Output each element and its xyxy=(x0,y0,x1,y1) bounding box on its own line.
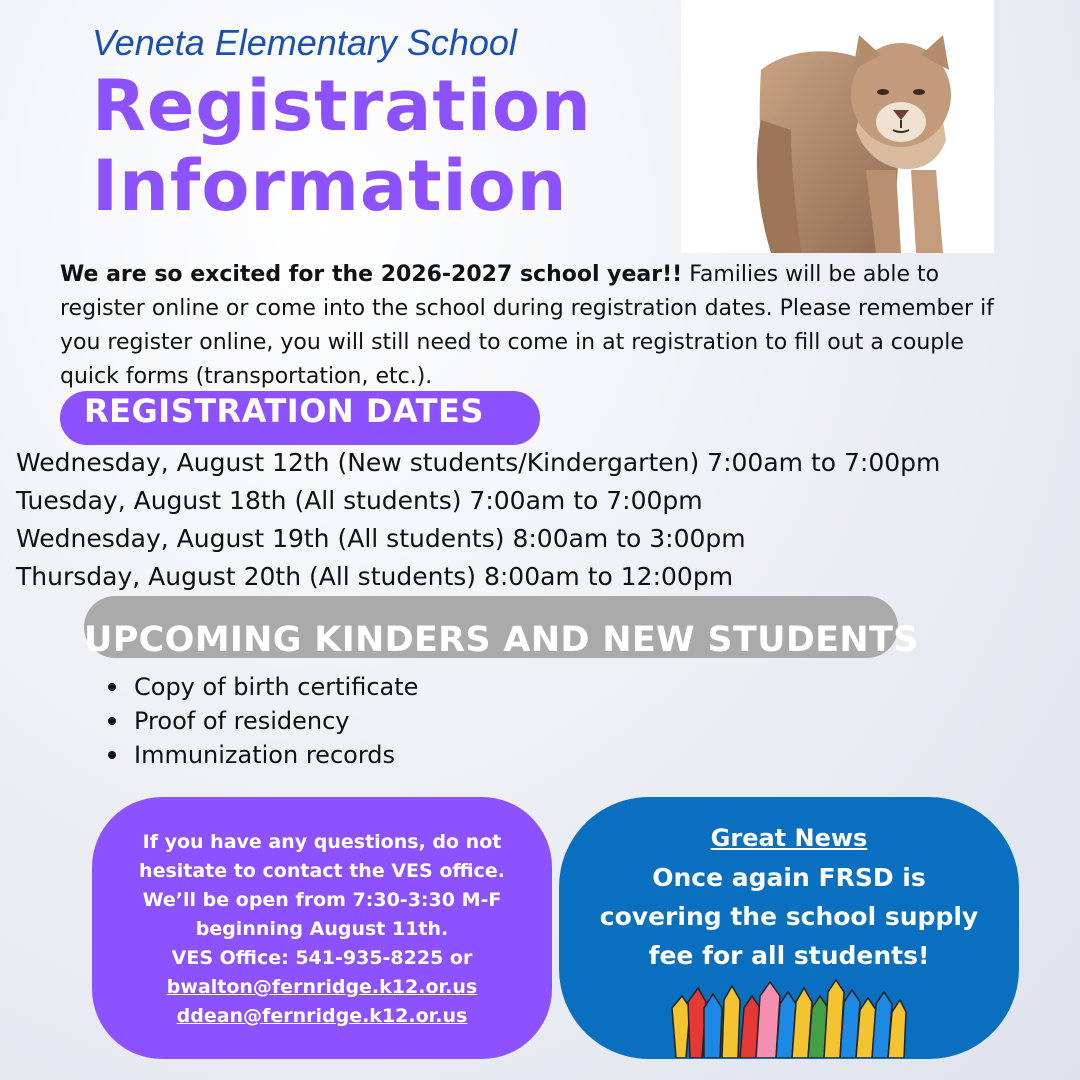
pencils-illustration xyxy=(668,978,908,1058)
contact-line: VES Office: 541-935-8225 or xyxy=(171,947,473,969)
contact-line: If you have any questions, do not xyxy=(142,831,502,853)
cougar-photo xyxy=(681,0,994,253)
email-link-ddean[interactable]: ddean@fernridge.k12.or.us xyxy=(176,1005,468,1027)
bullet-icon xyxy=(108,717,116,725)
list-item-label: Proof of residency xyxy=(134,707,350,735)
email-link-bwalton[interactable]: bwalton@fernridge.k12.or.us xyxy=(166,976,478,998)
registration-dates-list xyxy=(16,444,940,596)
registration-date: Wednesday, August 19th (All students) 8:00am to 3:00pm xyxy=(16,524,746,553)
list-item-label: Copy of birth certificate xyxy=(134,673,419,701)
page-title xyxy=(92,66,592,226)
school-name: Veneta Elementary School xyxy=(92,22,517,63)
news-heading: Great News xyxy=(710,824,868,852)
registration-date: Thursday, August 20th (All students) 8:00am to 12:00pm xyxy=(16,562,734,591)
kinders-heading: UPCOMING KINDERS AND NEW STUDENTS xyxy=(84,620,919,660)
registration-date: Wednesday, August 12th (New students/Kindergarten) 7:00am to 7:00pm xyxy=(16,448,941,477)
list-item xyxy=(108,704,418,738)
news-line: covering the school supply xyxy=(599,902,979,931)
contact-text xyxy=(92,828,552,1031)
registration-date: Tuesday, August 18th (All students) 7:00am to 7:00pm xyxy=(16,486,703,515)
news-message xyxy=(559,858,1019,975)
contact-line: hesitate to contact the VES office. xyxy=(139,860,505,882)
list-item-label: Immunization records xyxy=(134,741,395,769)
list-item xyxy=(108,738,418,772)
title-line-2: Information xyxy=(92,145,568,227)
news-line: fee for all students! xyxy=(648,941,930,970)
intro-body: Families will be able to register online or come into the school during registration dates. Please remember if you register online, you will still need to come in at registration to fill out a couple quick forms (transportation, etc.). xyxy=(60,262,994,389)
registration-heading: REGISTRATION DATES xyxy=(84,392,484,430)
bullet-icon xyxy=(108,683,116,691)
requirements-list xyxy=(108,670,418,772)
news-line: Once again FRSD is xyxy=(652,863,926,892)
contact-line: beginning August 11th. xyxy=(195,918,449,940)
list-item xyxy=(108,670,418,704)
bullet-icon xyxy=(108,751,116,759)
title-line-1: Registration xyxy=(92,65,592,147)
contact-line: We’ll be open from 7:30-3:30 M-F xyxy=(142,889,502,911)
news-text xyxy=(559,822,1019,975)
intro-bold: We are so excited for the 2026-2027 school year!! xyxy=(60,262,683,287)
intro-paragraph xyxy=(60,258,1000,394)
